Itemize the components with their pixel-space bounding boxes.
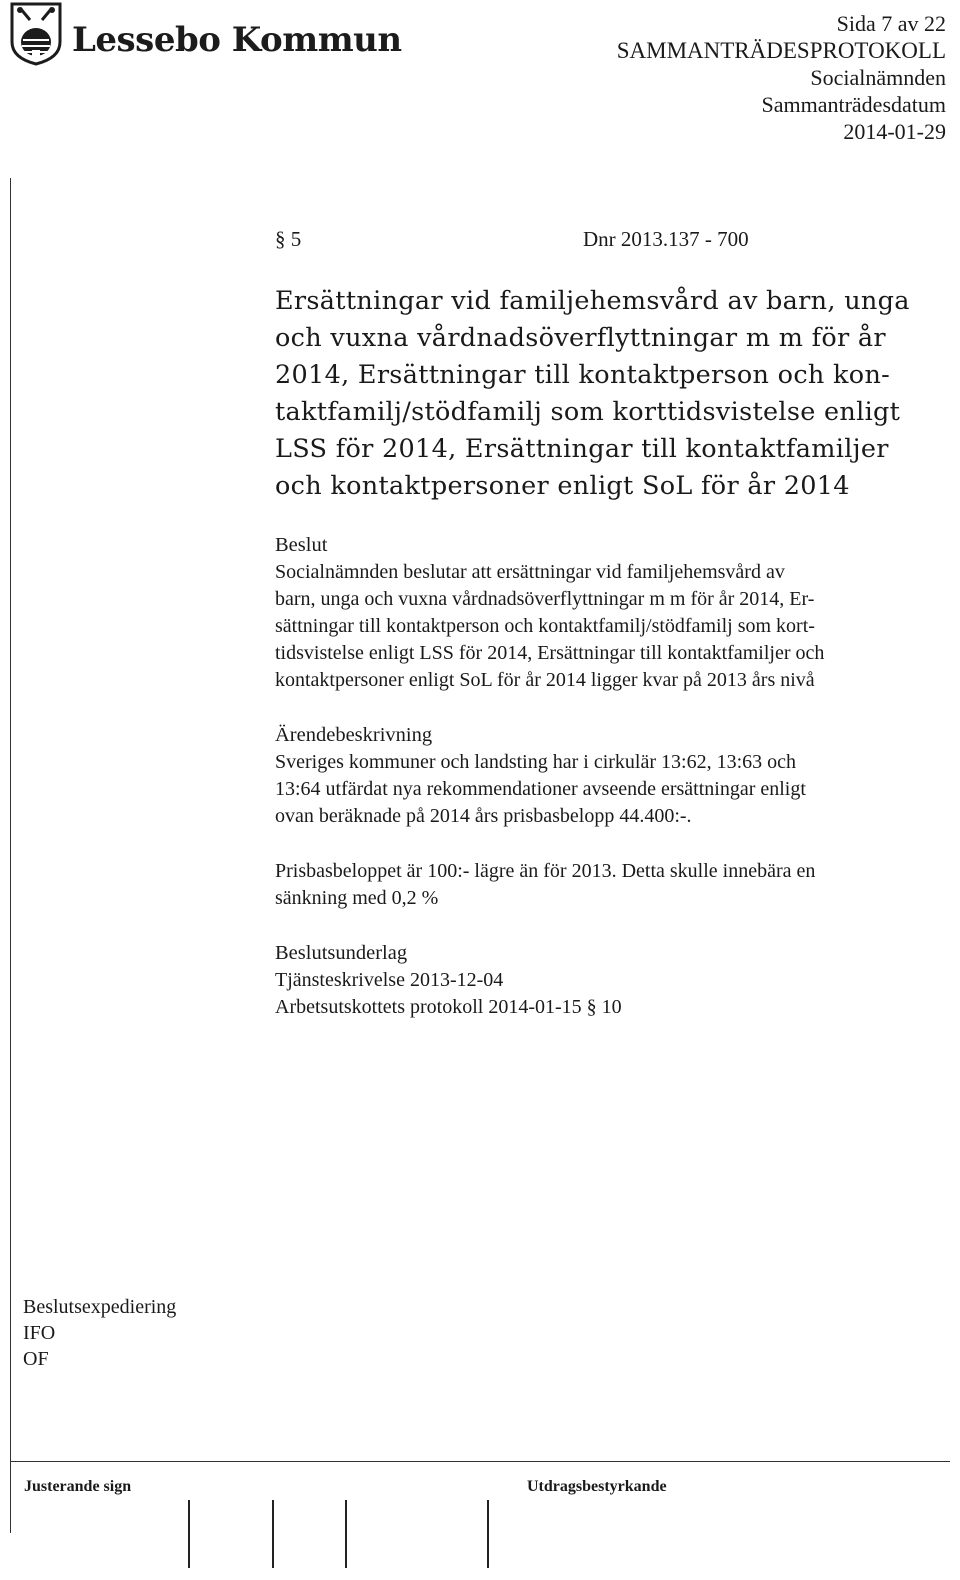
basis-section	[275, 940, 945, 1021]
extract-certification-label: Utdragsbestyrkande	[527, 1478, 667, 1495]
adjusting-signature-label: Justerande sign	[24, 1478, 132, 1495]
title-line: LSS för 2014, Ersättningar till kontaktfamiljer	[275, 434, 889, 464]
decision-line: tidsvistelse enligt LSS för 2014, Ersättningar till kontaktfamiljer och	[275, 642, 825, 664]
signature-box-divider	[345, 1500, 347, 1568]
decision-section	[275, 532, 945, 694]
municipality-logo	[6, 2, 402, 68]
distribution-item: IFO	[23, 1322, 56, 1344]
basis-heading: Beslutsunderlag	[275, 942, 408, 964]
description-heading: Ärendebeskrivning	[275, 724, 433, 746]
signature-box-divider	[272, 1500, 274, 1568]
description-line: Sveriges kommuner och landsting har i cirkulär 13:62, 13:63 och	[275, 751, 797, 773]
beehive-crest-icon	[6, 2, 66, 66]
title-line: 2014, Ersättningar till kontaktperson och kon-	[275, 360, 891, 390]
distribution-heading: Beslutsexpediering	[23, 1296, 177, 1318]
description-paragraph-2	[275, 858, 945, 912]
protocol-title: SAMMANTRÄDESPROTOKOLL	[616, 38, 946, 63]
paragraph-number: § 5	[275, 227, 302, 251]
case-title	[275, 283, 935, 505]
title-line: och kontaktpersoner enligt SoL för år 2014	[275, 471, 850, 501]
distribution-section	[23, 1294, 176, 1372]
title-line: och vuxna vårdnadsöverflyttningar m m för år	[275, 323, 886, 353]
committee-name: Socialnämnden	[810, 65, 946, 90]
description-line: 13:64 utfärdat nya rekommendationer avseende ersättningar enligt	[275, 778, 806, 800]
meeting-date: 2014-01-29	[843, 119, 946, 144]
margin-rule	[10, 178, 11, 1533]
decision-line: sättningar till kontaktperson och kontaktfamilj/stödfamilj som kort-	[275, 615, 815, 637]
description-line: ovan beräknade på 2014 års prisbasbelopp 44.400:-.	[275, 805, 692, 827]
footer-rule	[10, 1461, 950, 1462]
decision-line: barn, unga och vuxna vårdnadsöverflyttningar m m för år 2014, Er-	[275, 588, 815, 610]
document-header	[617, 10, 946, 145]
title-line: Ersättningar vid familjehemsvård av barn, unga	[275, 286, 910, 316]
signature-box-divider	[188, 1500, 190, 1568]
case-number: Dnr 2013.137 - 700	[583, 227, 749, 251]
title-line: taktfamilj/stödfamilj som korttidsvistelse enligt	[275, 397, 901, 427]
decision-line: Socialnämnden beslutar att ersättningar vid familjehemsvård av	[275, 561, 785, 583]
description-line: Prisbasbeloppet är 100:- lägre än för 2013. Detta skulle innebära en	[275, 860, 816, 882]
page-number: Sida 7 av 22	[836, 11, 946, 36]
basis-item: Tjänsteskrivelse 2013-12-04	[275, 969, 504, 991]
meeting-date-label: Sammanträdesdatum	[761, 92, 946, 117]
org-name: Lessebo Kommun	[72, 20, 402, 60]
decision-line: kontaktpersoner enligt SoL för år 2014 ligger kvar på 2013 års nivå	[275, 669, 815, 691]
distribution-item: OF	[23, 1348, 49, 1370]
signature-box-divider	[487, 1500, 489, 1568]
decision-heading: Beslut	[275, 534, 328, 556]
basis-item: Arbetsutskottets protokoll 2014-01-15 § 10	[275, 996, 622, 1018]
description-line: sänkning med 0,2 %	[275, 887, 439, 909]
description-section	[275, 722, 945, 830]
